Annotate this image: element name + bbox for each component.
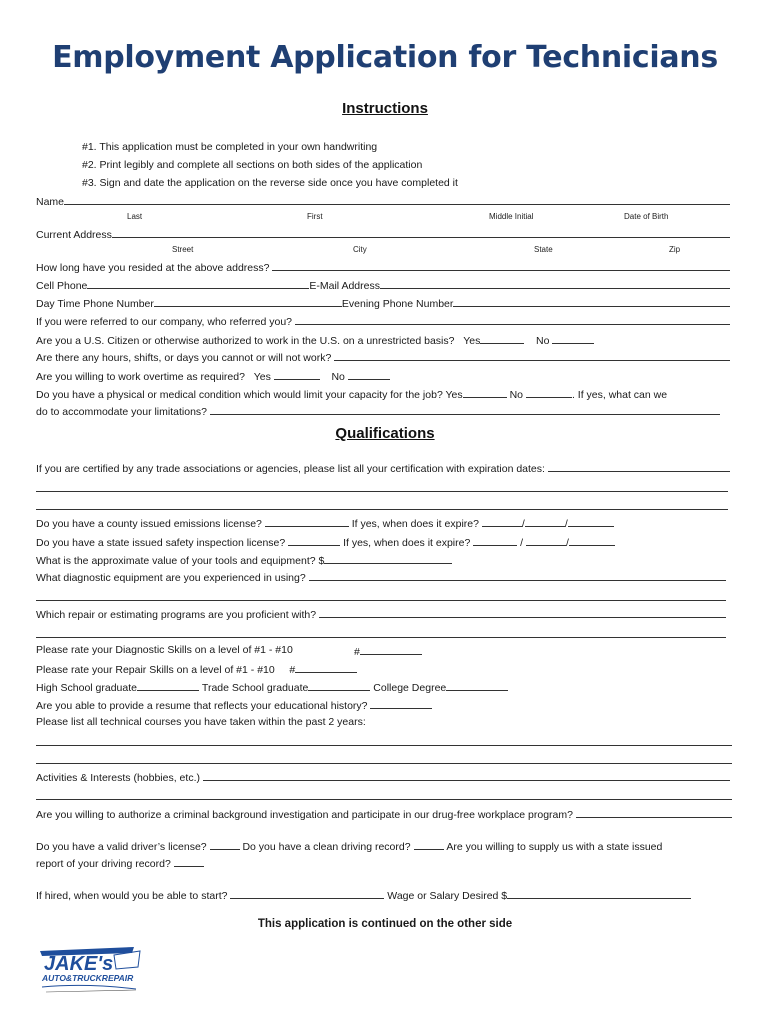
- overtime-no-line[interactable]: [348, 369, 390, 380]
- instructions-heading: Instructions: [342, 100, 428, 117]
- emissions-year[interactable]: [568, 516, 614, 527]
- certified-line[interactable]: [548, 462, 730, 472]
- accommodate-line[interactable]: [210, 405, 720, 415]
- sub-last: Last: [127, 212, 143, 221]
- clean-label: Do you have a clean driving record?: [242, 841, 411, 853]
- trade-line[interactable]: [308, 680, 370, 691]
- evening-phone-line[interactable]: [453, 297, 730, 307]
- cell-line[interactable]: [87, 279, 309, 289]
- activities-label: Activities & Interests (hobbies, etc.): [36, 772, 200, 784]
- physical-field: [36, 387, 736, 401]
- name-line[interactable]: [64, 195, 730, 205]
- courses-label: Please list all technical courses you have taken within the past 2 years:: [36, 716, 366, 728]
- name-label: Name: [36, 196, 65, 208]
- rate-repair-line[interactable]: [295, 662, 357, 673]
- activities-field[interactable]: [36, 771, 730, 784]
- rate-diag-label: Please rate your Diagnostic Skills on a level of #1 - #10: [36, 644, 293, 656]
- safety-expire-label: If yes, when does it expire?: [343, 537, 471, 549]
- overtime-no: No: [331, 371, 345, 383]
- sub-middle-initial: Middle Initial: [489, 212, 534, 221]
- programs-field[interactable]: [36, 608, 726, 621]
- day-phone-label: Day Time Phone Number: [36, 298, 154, 310]
- tools-label: What is the approximate value of your tools and equipment? $: [36, 555, 325, 567]
- referred-label: If you were referred to our company, who referred you?: [36, 316, 293, 328]
- citizen-label: Are you a U.S. Citizen or otherwise authorized to work in the U.S. on a unrestricted basis?: [36, 335, 455, 347]
- resided-field[interactable]: [36, 261, 730, 274]
- emissions-field: Do you have a county issued emissions license? If yes, when does it expire? / /: [36, 516, 736, 530]
- physical-no: No: [509, 389, 524, 401]
- citizen-no: No: [536, 335, 550, 347]
- instruction-1: #1. This application must be completed in your own handwriting: [82, 141, 378, 153]
- citizen-yes-line[interactable]: [480, 333, 524, 344]
- supply-label: Are you willing to supply us with a state issued: [446, 841, 663, 853]
- license-label: Do you have a valid driver’s license?: [36, 841, 207, 853]
- referred-line[interactable]: [295, 315, 730, 325]
- background-line[interactable]: [576, 808, 732, 818]
- emissions-day[interactable]: [525, 516, 565, 527]
- overtime-field: [36, 369, 736, 383]
- start-field: [36, 888, 736, 902]
- overtime-yes-line[interactable]: [274, 369, 320, 380]
- safety-line[interactable]: [288, 535, 340, 546]
- continued-note: This application is continued on the other side: [257, 918, 513, 930]
- report-line[interactable]: [174, 856, 204, 867]
- start-label: If hired, when would you be able to start?: [36, 890, 228, 902]
- license-line[interactable]: [210, 839, 240, 850]
- instruction-3: #3. Sign and date the application on the reverse side once you have completed it: [82, 177, 458, 189]
- email-label: E-Mail Address: [309, 280, 380, 292]
- referred-field[interactable]: [36, 315, 730, 328]
- activities-blank[interactable]: [36, 799, 732, 800]
- rate-diag-hash: #: [354, 646, 360, 656]
- page-title: Employment Application for Technicians: [52, 40, 718, 75]
- address-label: Current Address: [36, 229, 112, 241]
- address-field[interactable]: [36, 228, 730, 241]
- tools-line[interactable]: [324, 553, 452, 564]
- safety-month[interactable]: [473, 535, 517, 546]
- trade-label: Trade School graduate: [201, 682, 309, 694]
- rate-repair-field: [36, 662, 736, 676]
- wage-label: Wage or Salary Desired $: [387, 890, 508, 902]
- qualifications-heading: Qualifications: [335, 425, 435, 442]
- citizen-field: [36, 333, 736, 347]
- rate-diag-field: [36, 644, 736, 656]
- rate-diag-line[interactable]: [360, 644, 422, 655]
- emissions-label: Do you have a county issued emissions license?: [36, 518, 262, 530]
- emissions-expire-label: If yes, when does it expire?: [351, 518, 479, 530]
- citizen-yes: Yes: [463, 335, 481, 347]
- certified-field[interactable]: [36, 462, 730, 475]
- programs-line[interactable]: [319, 608, 726, 618]
- emissions-month[interactable]: [482, 516, 522, 527]
- college-label: College Degree: [373, 682, 447, 694]
- safety-label: Do you have a state issued safety inspection license?: [36, 537, 286, 549]
- background-field[interactable]: [36, 808, 732, 821]
- company-logo: [36, 945, 144, 997]
- name-field[interactable]: [36, 195, 730, 208]
- diagnostic-field[interactable]: [36, 571, 726, 584]
- address-line[interactable]: [112, 228, 730, 238]
- physical-tail: . If yes, what can we: [571, 389, 668, 401]
- email-line[interactable]: [380, 279, 730, 289]
- resume-line[interactable]: [370, 698, 432, 709]
- resume-label: Are you able to provide a resume that reflects your educational history?: [36, 700, 368, 712]
- day-phone-line[interactable]: [154, 297, 342, 307]
- physical-label: Do you have a physical or medical condition which would limit your capacity for the job? Yes: [36, 389, 463, 401]
- rate-repair-label: Please rate your Repair Skills on a level of #1 - #10: [36, 664, 275, 676]
- education-field: [36, 680, 736, 694]
- wage-line[interactable]: [507, 888, 691, 899]
- certified-label: If you are certified by any trade associations or agencies, please list all your certification with expiration dates:: [36, 463, 545, 475]
- sub-street: Street: [172, 245, 194, 254]
- logo-name: JAKE's: [44, 953, 114, 975]
- courses-blank-2[interactable]: [36, 763, 732, 764]
- safety-field: Do you have a state issued safety inspection license? If yes, when does it expire? / /: [36, 535, 736, 549]
- diagnostic-label: What diagnostic equipment are you experienced in using?: [36, 572, 306, 584]
- certified-blank-1[interactable]: [36, 491, 728, 492]
- report-field: [36, 856, 736, 870]
- sub-zip: Zip: [669, 245, 681, 254]
- overtime-label: Are you willing to work overtime as required?: [36, 371, 245, 383]
- sub-dob: Date of Birth: [624, 212, 669, 221]
- license-field: [36, 839, 736, 853]
- programs-blank[interactable]: [36, 637, 726, 638]
- sub-state: State: [534, 245, 553, 254]
- sub-first: First: [307, 212, 323, 221]
- resided-label: How long have you resided at the above address?: [36, 262, 270, 274]
- cell-label: Cell Phone: [36, 280, 88, 292]
- accommodate-field[interactable]: [36, 405, 720, 418]
- tools-field: [36, 553, 736, 567]
- safety-year[interactable]: [569, 535, 615, 546]
- diagnostic-line[interactable]: [309, 571, 726, 581]
- college-line[interactable]: [446, 680, 508, 691]
- resume-field: [36, 698, 736, 712]
- hours-line[interactable]: [334, 351, 730, 361]
- rate-repair-hash: #: [289, 664, 296, 676]
- courses-blank-1[interactable]: [36, 745, 732, 746]
- physical-yes-line[interactable]: [463, 387, 507, 398]
- instruction-2: #2. Print legibly and complete all sections on both sides of the application: [82, 159, 423, 171]
- contact-field[interactable]: [36, 279, 730, 292]
- certified-blank-2[interactable]: [36, 509, 728, 510]
- emissions-line[interactable]: [265, 516, 349, 527]
- hs-line[interactable]: [137, 680, 199, 691]
- overtime-yes: Yes: [253, 371, 271, 383]
- hours-field[interactable]: [36, 351, 730, 364]
- accommodate-label: do to accommodate your limitations?: [36, 406, 207, 418]
- background-label: Are you willing to authorize a criminal background investigation and participate in our drug-free workplace program?: [36, 809, 573, 821]
- report-label: report of your driving record?: [36, 858, 171, 870]
- logo-sub: AUTO&TRUCKREPAIR: [42, 973, 134, 983]
- clean-line[interactable]: [414, 839, 444, 850]
- phone-field[interactable]: [36, 297, 730, 310]
- start-line[interactable]: [230, 888, 384, 899]
- sub-city: City: [353, 245, 367, 254]
- physical-no-line[interactable]: [526, 387, 572, 398]
- evening-phone-label: Evening Phone Number: [341, 298, 454, 310]
- programs-label: Which repair or estimating programs are you proficient with?: [36, 609, 317, 621]
- diagnostic-blank[interactable]: [36, 600, 726, 601]
- safety-day[interactable]: [526, 535, 566, 546]
- resided-line[interactable]: [272, 261, 730, 271]
- citizen-no-line[interactable]: [552, 333, 594, 344]
- activities-line[interactable]: [203, 771, 730, 781]
- hours-label: Are there any hours, shifts, or days you cannot or will not work?: [36, 352, 332, 364]
- hs-label: High School graduate: [36, 682, 137, 694]
